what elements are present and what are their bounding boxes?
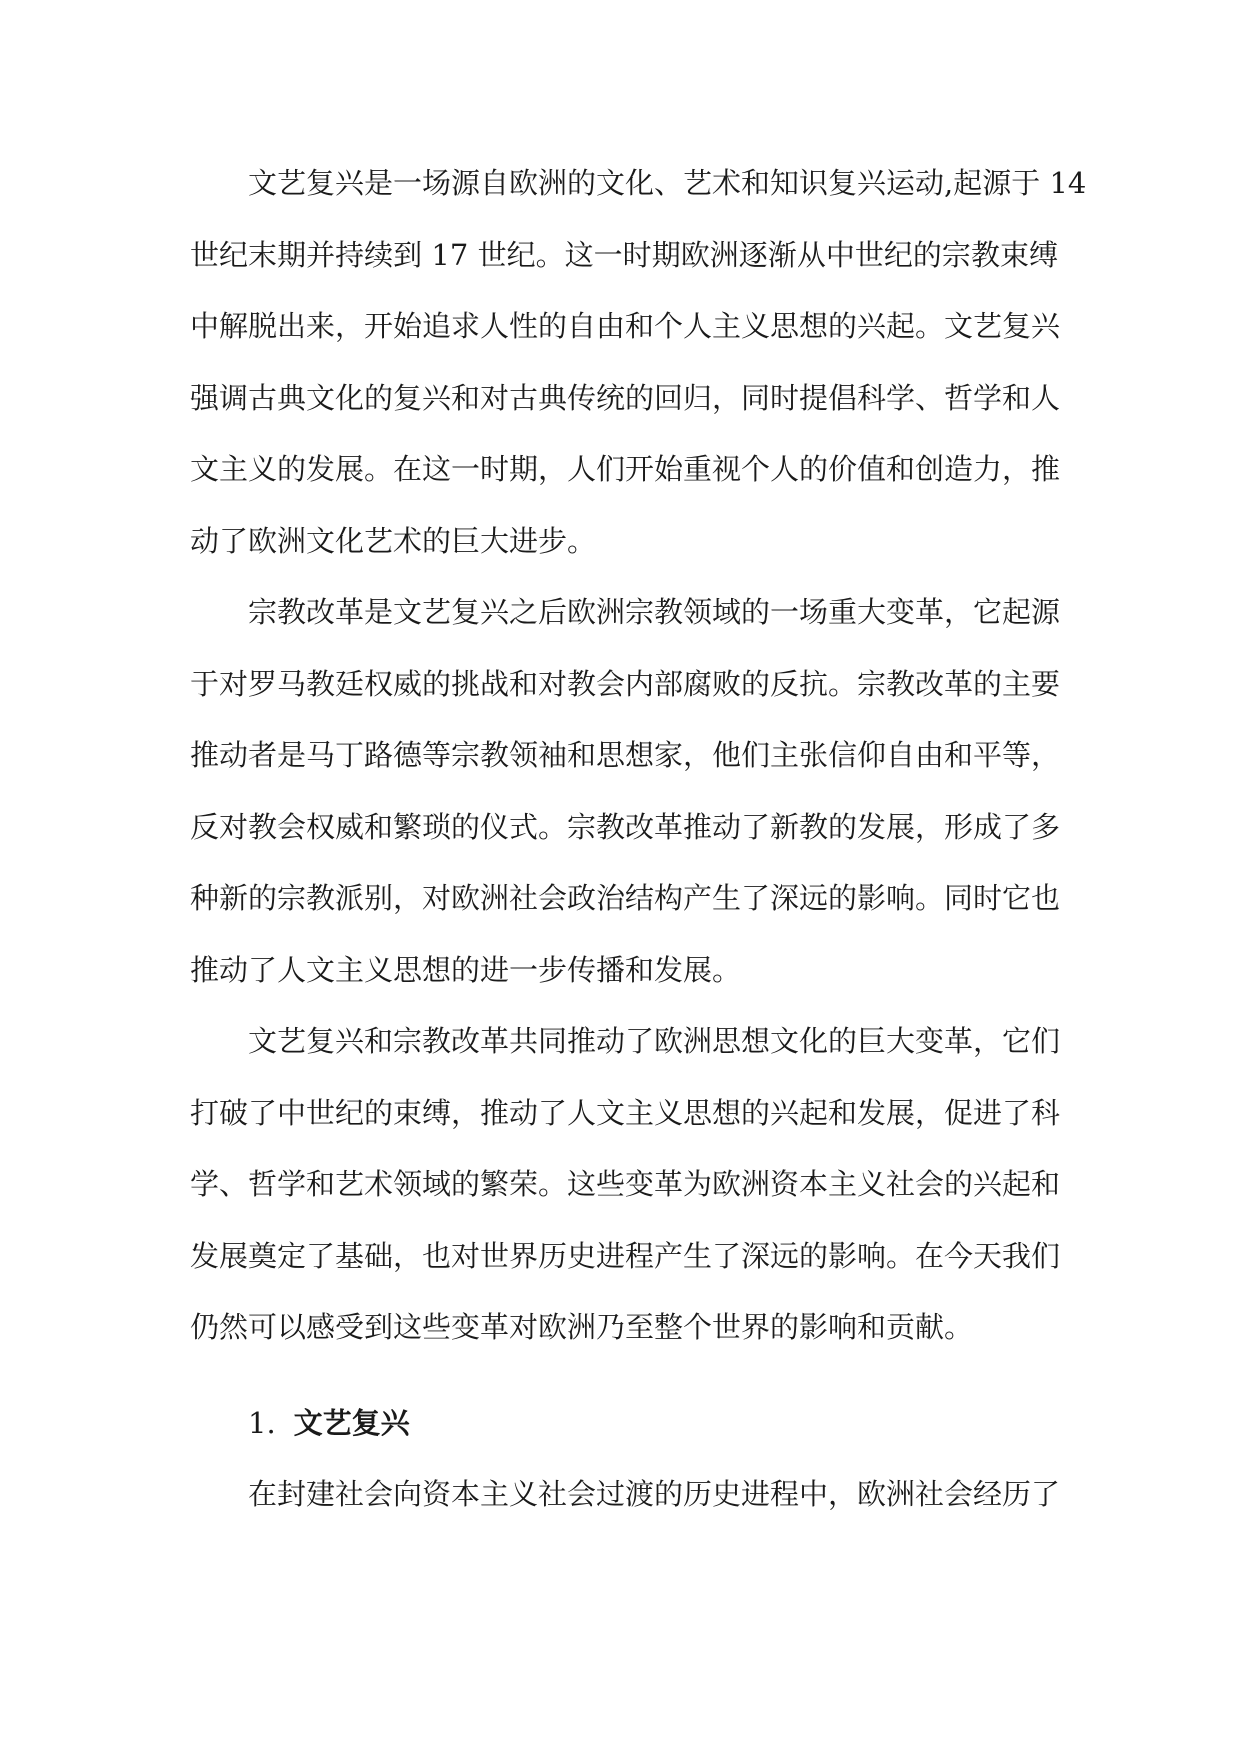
text-line: 文主义的发展。在这一时期，人们开始重视个人的价值和创造力，推 xyxy=(190,452,1061,486)
text-line: 推动者是马丁路德等宗教领袖和思想家，他们主张信仰自由和平等， xyxy=(190,738,1061,772)
text-line: 强调古典文化的复兴和对古典传统的回归，同时提倡科学、哲学和人 xyxy=(190,380,1061,415)
text-line: 仍然可以感受到这些变革对欧洲乃至整个世界的影响和贡献。 xyxy=(190,1310,974,1344)
text-line: 反对教会权威和繁琐的仪式。宗教改革推动了新教的发展，形成了多 xyxy=(190,809,1061,844)
text-line: 文艺复兴是一场源自欧洲的文化、艺术和知识复兴运动,起源于 14 xyxy=(248,166,1087,200)
text-line: 动了欧洲文化艺术的巨大进步。 xyxy=(190,523,597,558)
text-line: 在封建社会向资本主义社会过渡的历史进程中，欧洲社会经历了 xyxy=(248,1477,1061,1511)
document-page xyxy=(190,148,1087,1531)
section-title: 文艺复兴 xyxy=(293,1405,410,1440)
paragraph-reformation xyxy=(190,577,1061,1006)
paragraph-renaissance-intro xyxy=(190,148,1087,577)
text-line: 推动了人文主义思想的进一步传播和发展。 xyxy=(190,952,742,987)
paragraph-combined-impact xyxy=(190,1006,1061,1364)
text-line: 打破了中世纪的束缚，推动了人文主义思想的兴起和发展，促进了科 xyxy=(190,1095,1061,1130)
text-line: 发展奠定了基础，也对世界历史进程产生了深远的影响。在今天我们 xyxy=(190,1238,1061,1273)
section-heading xyxy=(190,1388,1058,1460)
text-line: 宗教改革是文艺复兴之后欧洲宗教领域的一场重大变革，它起源 xyxy=(248,595,1061,629)
text-line: 种新的宗教派别，对欧洲社会政治结构产生了深远的影响。同时它也 xyxy=(190,881,1061,915)
text-line: 世纪末期并持续到 17 世纪。这一时期欧洲逐渐从中世纪的宗教束缚 xyxy=(190,237,1058,272)
paragraph-section-body xyxy=(190,1459,1061,1531)
section-number: 1. xyxy=(248,1405,276,1440)
text-line: 文艺复兴和宗教改革共同推动了欧洲思想文化的巨大变革，它们 xyxy=(248,1024,1061,1058)
text-line: 中解脱出来，开始追求人性的自由和个人主义思想的兴起。文艺复兴 xyxy=(190,309,1061,343)
text-line: 学、哲学和艺术领域的繁荣。这些变革为欧洲资本主义社会的兴起和 xyxy=(190,1167,1061,1201)
text-line: 于对罗马教廷权威的挑战和对教会内部腐败的反抗。宗教改革的主要 xyxy=(190,666,1061,701)
